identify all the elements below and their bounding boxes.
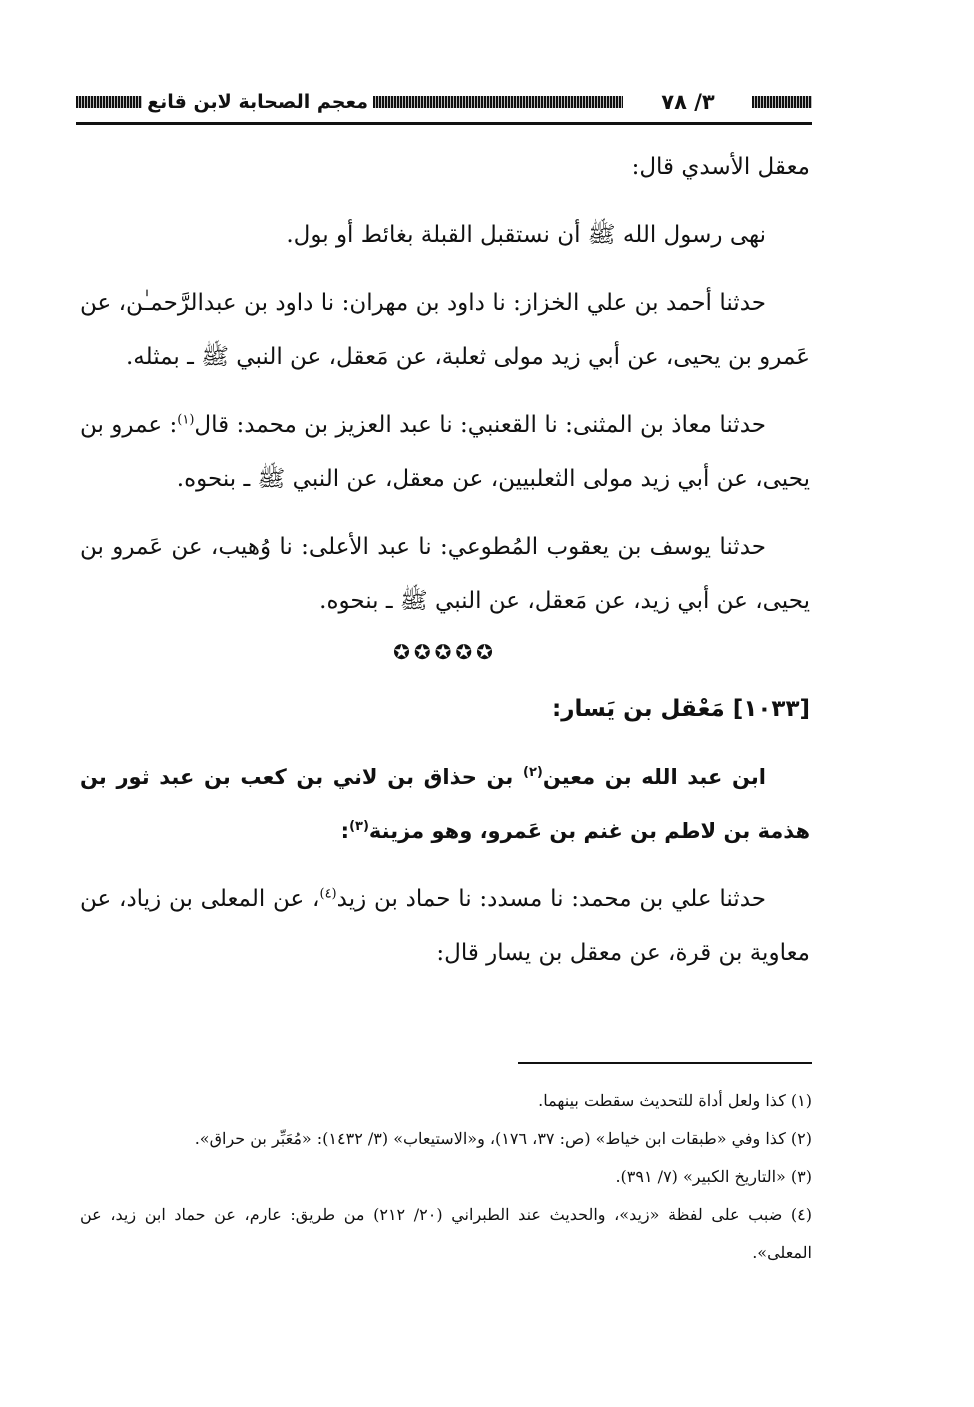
main-text xyxy=(80,140,810,980)
paragraph-opening: معقل الأسدي قال: xyxy=(631,154,810,180)
isnad-paragraph xyxy=(80,398,810,506)
footnote: (١) كذا ولعل أداة للتحديث سقطت بينهما. xyxy=(538,1091,812,1110)
paragraph-text: : عمرو بن يحيى، عن أبي زيد مولى الثعلبيين، عن معقل، عن النبي ﷺ ـ بنحوه. xyxy=(80,412,810,492)
running-header xyxy=(76,88,812,116)
isnad-paragraph: حدثنا أحمد بن علي الخزاز: نا داود بن مهران: نا داود بن عبدالرَّحمـٰن، عن عَمرو بن يحيى، عن أبي زيد مولى ثعلبة، عن مَعقل، عن النبي ﷺ ـ بمثله. xyxy=(80,290,810,370)
footnotes xyxy=(80,1082,812,1272)
isnad-paragraph: حدثنا يوسف بن يعقوب المُطوعي: نا عبد الأعلى: نا وُهيب، عن عَمرو بن يحيى، عن أبي زيد، عن مَعقل، عن النبي ﷺ ـ بنحوه. xyxy=(80,534,810,614)
paragraph-text: ، عن المعلى بن زياد، عن معاوية بن قرة، عن معقل بن يسار قال: xyxy=(80,886,810,966)
paragraph-text: ابن عبد الله بن معين xyxy=(542,765,766,789)
page-number: ٣/ ٧٨ xyxy=(661,90,715,114)
footnote: (٢) كذا وفي «طبقات ابن خياط» (ص: ٣٧، ١٧٦)، و«الاستيعاب» (٣/ ١٤٣٢): «مُعَبِّر بن حراق». xyxy=(194,1129,812,1148)
footnote: (٣) «التاريخ الكبير» (٧/ ٣٩١). xyxy=(615,1167,812,1186)
section-separator: ✪✪✪✪✪ xyxy=(393,640,497,664)
entry-heading: [١٠٣٣] مَعْقل بن يَسار: xyxy=(552,696,810,722)
footnote-ref: (٢) xyxy=(522,765,543,780)
paragraph-text: بن حذاق بن لاني بن كعب بن عبد ثور بن هذمة بن لاطم بن غنم بن عَمرو، وهو مزينة xyxy=(80,765,810,843)
paragraph-text: حدثنا معاذ بن المثنى: نا القعنبي: نا عبد العزيز بن محمد: قال xyxy=(194,412,766,438)
footnote-ref: (٤) xyxy=(319,886,337,902)
footnote-separator xyxy=(518,1062,812,1064)
running-title: معجم الصحابة لابن قانع xyxy=(147,91,368,113)
header-ornament-bar xyxy=(76,96,142,108)
paragraph-text: حدثنا علي بن محمد: نا مسدد: نا حماد بن زيد xyxy=(336,886,767,912)
biography-paragraph xyxy=(80,750,810,858)
footnote-ref: (١) xyxy=(177,412,195,428)
header-ornament-bar xyxy=(752,96,812,108)
isnad-paragraph xyxy=(80,872,810,980)
hadith-text: نهى رسول الله ﷺ أن نستقبل القبلة بغائط أو بول. xyxy=(286,222,766,248)
header-rule xyxy=(76,122,812,125)
footnote: (٤) ضبب على لفظة «زيد»، والحديث عند الطبراني (٢٠/ ٢١٢) من طريق: عارم، عن حماد ابن زيد، عن المعلى». xyxy=(80,1205,812,1262)
header-ornament-bar xyxy=(373,96,623,108)
footnote-ref: (٣) xyxy=(349,819,369,834)
paragraph-text: : xyxy=(340,819,350,843)
